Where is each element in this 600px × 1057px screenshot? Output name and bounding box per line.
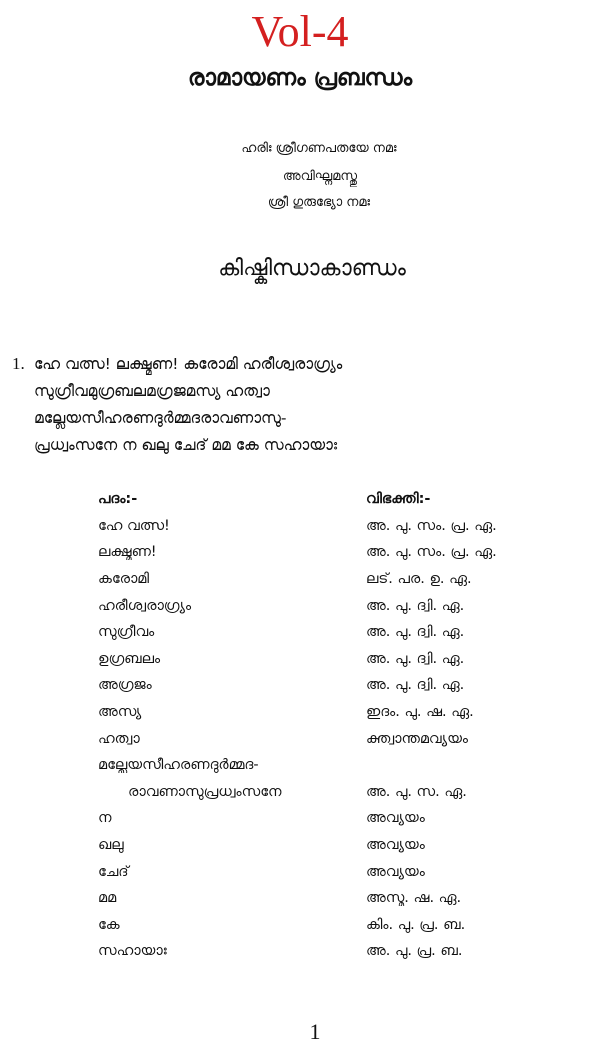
grammar-cell: ഇദം. പു. ഷ. ഏ.	[366, 704, 474, 721]
verse-line: പ്രധ്വംസനേ ന ഖലു ചേദ് മമ കേ സഹായാഃ	[34, 436, 338, 454]
table-row	[98, 752, 578, 779]
grammar-cell: ക്ത്വാന്തമവ്യയം	[366, 730, 469, 747]
table-row	[98, 646, 578, 673]
volume-label: Vol-4	[251, 7, 349, 56]
word-cell: സഹായാഃ	[98, 943, 167, 960]
table-header-row	[98, 486, 578, 513]
table-row	[98, 619, 578, 646]
table-row	[98, 858, 578, 885]
word-cell: ചേദ്	[98, 863, 129, 880]
word-cell: അഗ്രജം	[98, 677, 152, 694]
word-analysis-table	[98, 486, 578, 965]
word-cell: ഉഗ്രബലം	[98, 650, 161, 667]
table-row	[98, 938, 578, 965]
word-cell: മമ	[98, 890, 117, 907]
page-number: 1	[309, 1019, 321, 1044]
grammar-cell: അ. പു. ദ്വി. ഏ.	[366, 650, 465, 667]
column-header-grammar: വിഭക്തി:-	[366, 491, 431, 508]
grammar-cell: അ. പു. പ്ര. ബ.	[366, 943, 463, 960]
verse-line: മല്ലേയസീഹരണദുർമ്മദരാവണാസു-	[34, 409, 287, 427]
grammar-cell: ലട്. പര. ഉ. ഏ.	[366, 571, 472, 588]
word-cell: സുഗ്രീവം	[98, 624, 155, 641]
invocation-line: ഹരിഃ ശ്രീഗണപതയേ നമഃ	[241, 141, 397, 156]
table-row	[98, 885, 578, 912]
table-row	[98, 832, 578, 859]
table-row	[98, 805, 578, 832]
verse-block	[12, 350, 582, 459]
word-cell: ഹരീശ്വരാഗ്ര്യം	[98, 597, 192, 614]
word-cell: ഹേ വത്സ!	[98, 517, 170, 534]
table-row	[98, 912, 578, 939]
verse-number: 1.	[12, 354, 25, 373]
grammar-cell: അ. പു. ദ്വി. ഏ.	[366, 677, 465, 694]
table-row	[98, 699, 578, 726]
verse-line-text: ഹേ വത്സ! ലക്ഷ്മണ! കരോമി ഹരീശ്വരാഗ്ര്യം	[34, 355, 343, 373]
table-row	[98, 725, 578, 752]
word-cell: രാവണാസുപ്രധ്വംസനേ	[128, 783, 282, 800]
word-cell: ന	[98, 810, 112, 827]
table-row	[98, 672, 578, 699]
grammar-cell: അ. പു. ദ്വി. ഏ.	[366, 597, 465, 614]
word-cell: ലക്ഷ്മണ!	[98, 544, 157, 561]
invocation-line: ശ്രീ ഗുരുഭ്യോ നമഃ	[267, 195, 371, 210]
invocation-line: അവിഘ്നമസ്തു	[282, 169, 358, 184]
grammar-cell: അവ്യയം	[366, 837, 425, 854]
grammar-cell: അസ്മ. ഷ. ഏ.	[366, 890, 462, 907]
table-row	[98, 513, 578, 540]
word-cell: ഹത്വാ	[98, 730, 140, 747]
grammar-cell: കിം. പു. പ്ര. ബ.	[366, 916, 466, 933]
table-row	[98, 592, 578, 619]
grammar-cell: അവ്യയം	[366, 863, 425, 880]
book-title: രാമായണം പ്രബന്ധം	[187, 65, 413, 91]
grammar-cell: അ. പു. സം. പ്ര. ഏ.	[366, 517, 497, 534]
table-row	[98, 566, 578, 593]
grammar-cell: അ. പു. ദ്വി. ഏ.	[366, 624, 465, 641]
word-cell: ഖലു	[98, 837, 124, 854]
verse-line	[12, 350, 582, 378]
grammar-cell: അ. പു. സ. ഏ.	[366, 783, 467, 800]
word-cell: അസ്യ	[98, 704, 142, 721]
table-row	[98, 779, 578, 806]
grammar-cell: അവ്യയം	[366, 810, 425, 827]
column-header-word: പദം:-	[98, 491, 138, 508]
section-title: കിഷ്കിന്ധാകാണ്ഡം	[218, 256, 406, 281]
word-cell: കരോമി	[98, 571, 149, 588]
word-cell: മല്ലേയസീഹരണദുർമ്മദ-	[98, 757, 259, 774]
grammar-cell: അ. പു. സം. പ്ര. ഏ.	[366, 544, 497, 561]
verse-line: സുഗ്രീവമുഗ്രബലമഗ്രജമസ്യ ഹത്വാ	[34, 382, 270, 400]
word-cell: കേ	[98, 916, 120, 933]
table-row	[98, 539, 578, 566]
